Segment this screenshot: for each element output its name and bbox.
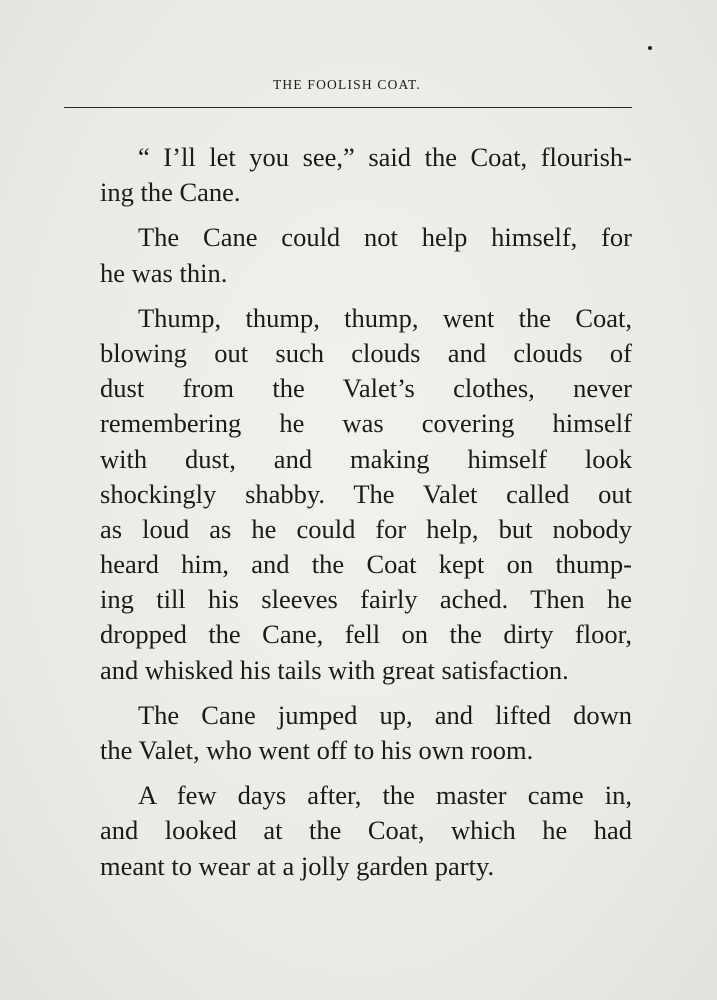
- text-line: the Valet, who went off to his own room.: [100, 735, 534, 765]
- text-line: ing the Cane.: [100, 177, 241, 208]
- text-line: A few days after, the master came in,: [138, 780, 632, 811]
- text-line: he was thin.: [100, 257, 228, 288]
- running-header: THE FOOLISH COAT.: [272, 77, 422, 92]
- text-line: meant to wear at a jolly garden party.: [100, 850, 495, 881]
- text-line: and whisked his tails with great satisfaction.: [100, 654, 569, 685]
- text-line: dust from the Valet’s clothes, never: [100, 373, 632, 404]
- text-line: “ I’ll let you see,” said the Coat, flourish-: [138, 142, 632, 172]
- paragraph: [62, 301, 632, 688]
- paragraph: [62, 778, 632, 884]
- header-rule: [64, 107, 632, 108]
- text-line: ing till his sleeves fairly ached. Then he: [100, 584, 632, 615]
- text-line: blowing out such clouds and clouds of: [100, 337, 632, 368]
- text-line: as loud as he could for help, but nobody: [100, 513, 632, 544]
- text-line: and looked at the Coat, which he had: [100, 815, 632, 846]
- ink-speck: [648, 46, 652, 50]
- text-line: dropped the Cane, fell on the dirty floor,: [100, 619, 632, 650]
- text-line: remembering he was covering himself: [100, 408, 632, 439]
- text-line: heard him, and the Coat kept on thump-: [100, 549, 632, 580]
- body-text: [62, 140, 632, 894]
- text-line: with dust, and making himself look: [100, 443, 632, 474]
- paragraph: [62, 220, 632, 290]
- text-line: The Cane could not help himself, for: [138, 222, 632, 253]
- paragraph: [62, 698, 632, 768]
- text-line: shockingly shabby. The Valet called out: [100, 478, 632, 509]
- text-line: Thump, thump, thump, went the Coat,: [138, 302, 632, 333]
- paragraph: [62, 140, 632, 210]
- text-line: The Cane jumped up, and lifted down: [138, 699, 632, 730]
